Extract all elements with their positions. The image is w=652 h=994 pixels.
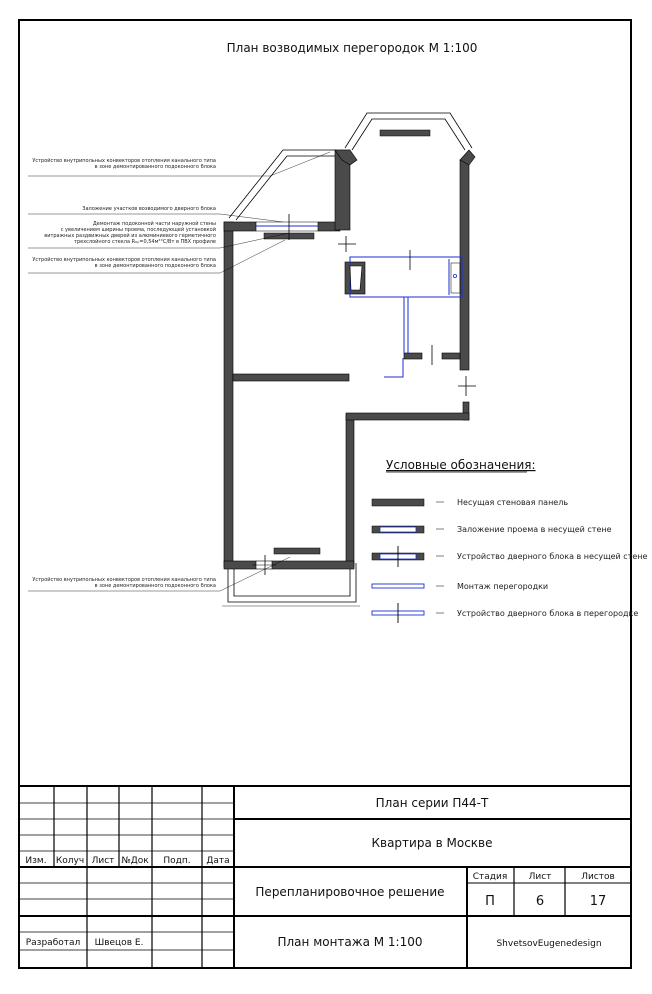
leader-lines xyxy=(28,152,330,591)
kitchen-fixture xyxy=(451,263,460,293)
annotation-0 xyxy=(32,157,216,170)
legend-item-2 xyxy=(372,546,648,567)
stamp-col-koluch: Колуч xyxy=(55,856,85,866)
stamp-col-podp: Подп. xyxy=(163,856,191,866)
annotation-0-line-0: Устройство внутрипольных конвекторов отопления канального типа xyxy=(32,158,216,164)
stamp-developer-role: Разработал xyxy=(25,938,81,948)
annotation-2-line-3: трехслойного стекла R₀ₚ=0,54м²°С/Вт в ПВХ профиле xyxy=(74,239,216,245)
annotation-3 xyxy=(32,256,216,269)
legend-label-3: Монтаж перегородки xyxy=(457,582,549,591)
legend-title: Условные обозначения: xyxy=(386,458,536,472)
stamp-company: ShvetsovEugenedesign xyxy=(496,939,602,949)
wall-lower-right xyxy=(346,415,354,567)
stamp-section: Перепланировочное решение xyxy=(255,885,445,899)
wall-bottom-a xyxy=(224,561,256,569)
convector-bay xyxy=(380,130,430,136)
stamp-sheet: 6 xyxy=(535,894,545,909)
legend-label-1: Заложение проема в несущей стене xyxy=(457,525,612,534)
drawing-title: План возводимых перегородок М 1:100 xyxy=(226,41,478,55)
bearing-walls xyxy=(224,150,475,569)
stamp-sheet-label: Лист xyxy=(528,872,552,882)
stamp-col-list: Лист xyxy=(91,856,115,866)
wall-left xyxy=(224,222,233,567)
legend-item-1 xyxy=(372,525,612,534)
shaft-detail xyxy=(350,266,362,290)
annotation-3-line-0: Устройство внутрипольных конвекторов отопления канального типа xyxy=(32,257,216,263)
wall-top-left-a xyxy=(224,222,256,231)
annotation-2-line-2: витражных раздвижных дверей из алюминиевого герметичного xyxy=(44,233,216,239)
convector-bottom xyxy=(274,548,320,554)
stamp-stage: П xyxy=(485,894,495,909)
annotation-2-line-0: Демонтаж подоконной части наружной стены xyxy=(92,221,216,227)
stamp-sheets-label: Листов xyxy=(581,872,615,882)
annotation-0-line-1: в зоне демонтированного подоконного блока xyxy=(94,164,216,170)
annotation-2 xyxy=(44,220,216,245)
stamp-col-ndok: №Док xyxy=(121,856,149,866)
floor-plan xyxy=(222,113,476,606)
legend-item-3 xyxy=(372,582,548,591)
annotation-1 xyxy=(82,206,216,212)
wall-stub xyxy=(404,353,422,359)
stamp-sheet-title: План монтажа М 1:100 xyxy=(277,935,423,949)
stamp-developer-name: Швецов Е. xyxy=(94,938,144,948)
stamp-object: Квартира в Москве xyxy=(371,836,493,850)
stamp-col-izm: Изм. xyxy=(25,856,47,866)
partition-small xyxy=(384,358,403,377)
annotation-4-line-1: в зоне демонтированного подоконного блока xyxy=(94,583,216,589)
legend-item-0 xyxy=(372,498,568,507)
door-markers xyxy=(265,214,476,575)
legend-swatch-bearing-wall xyxy=(372,499,424,506)
partition-kitchen xyxy=(350,257,462,297)
wall-bottom-b xyxy=(272,561,354,569)
annotation-4 xyxy=(32,576,216,589)
annotation-3-line-1: в зоне демонтированного подоконного блока xyxy=(94,263,216,269)
legend-item-4 xyxy=(372,603,638,623)
wall-lower-top xyxy=(346,413,469,420)
legend-swatch-partition xyxy=(372,584,424,588)
windows xyxy=(252,222,318,569)
annotations xyxy=(28,152,330,591)
stamp-project: План серии П44-Т xyxy=(375,796,489,810)
stamp-sheets: 17 xyxy=(589,894,607,909)
wall-right xyxy=(460,160,469,370)
annotation-4-line-0: Устройство внутрипольных конвекторов отопления канального типа xyxy=(32,577,216,583)
legend-label-0: Несущая стеновая панель xyxy=(457,498,569,507)
annotation-1-line-0: Заложение участков возводимого дверного блока xyxy=(82,206,216,212)
stamp-stage-label: Стадия xyxy=(472,872,508,882)
annotation-2-line-1: с увеличением ширины проема, последующей установкой xyxy=(60,227,216,233)
stamp-col-data: Дата xyxy=(206,856,230,866)
legend-label-4: Устройство дверного блока в перегородке xyxy=(457,609,639,618)
legend-label-2: Устройство дверного блока в несущей стене xyxy=(457,552,648,561)
wall-mid xyxy=(233,374,349,381)
wall-stub-2 xyxy=(442,353,460,359)
new-partitions xyxy=(256,226,462,377)
legend xyxy=(372,458,648,623)
